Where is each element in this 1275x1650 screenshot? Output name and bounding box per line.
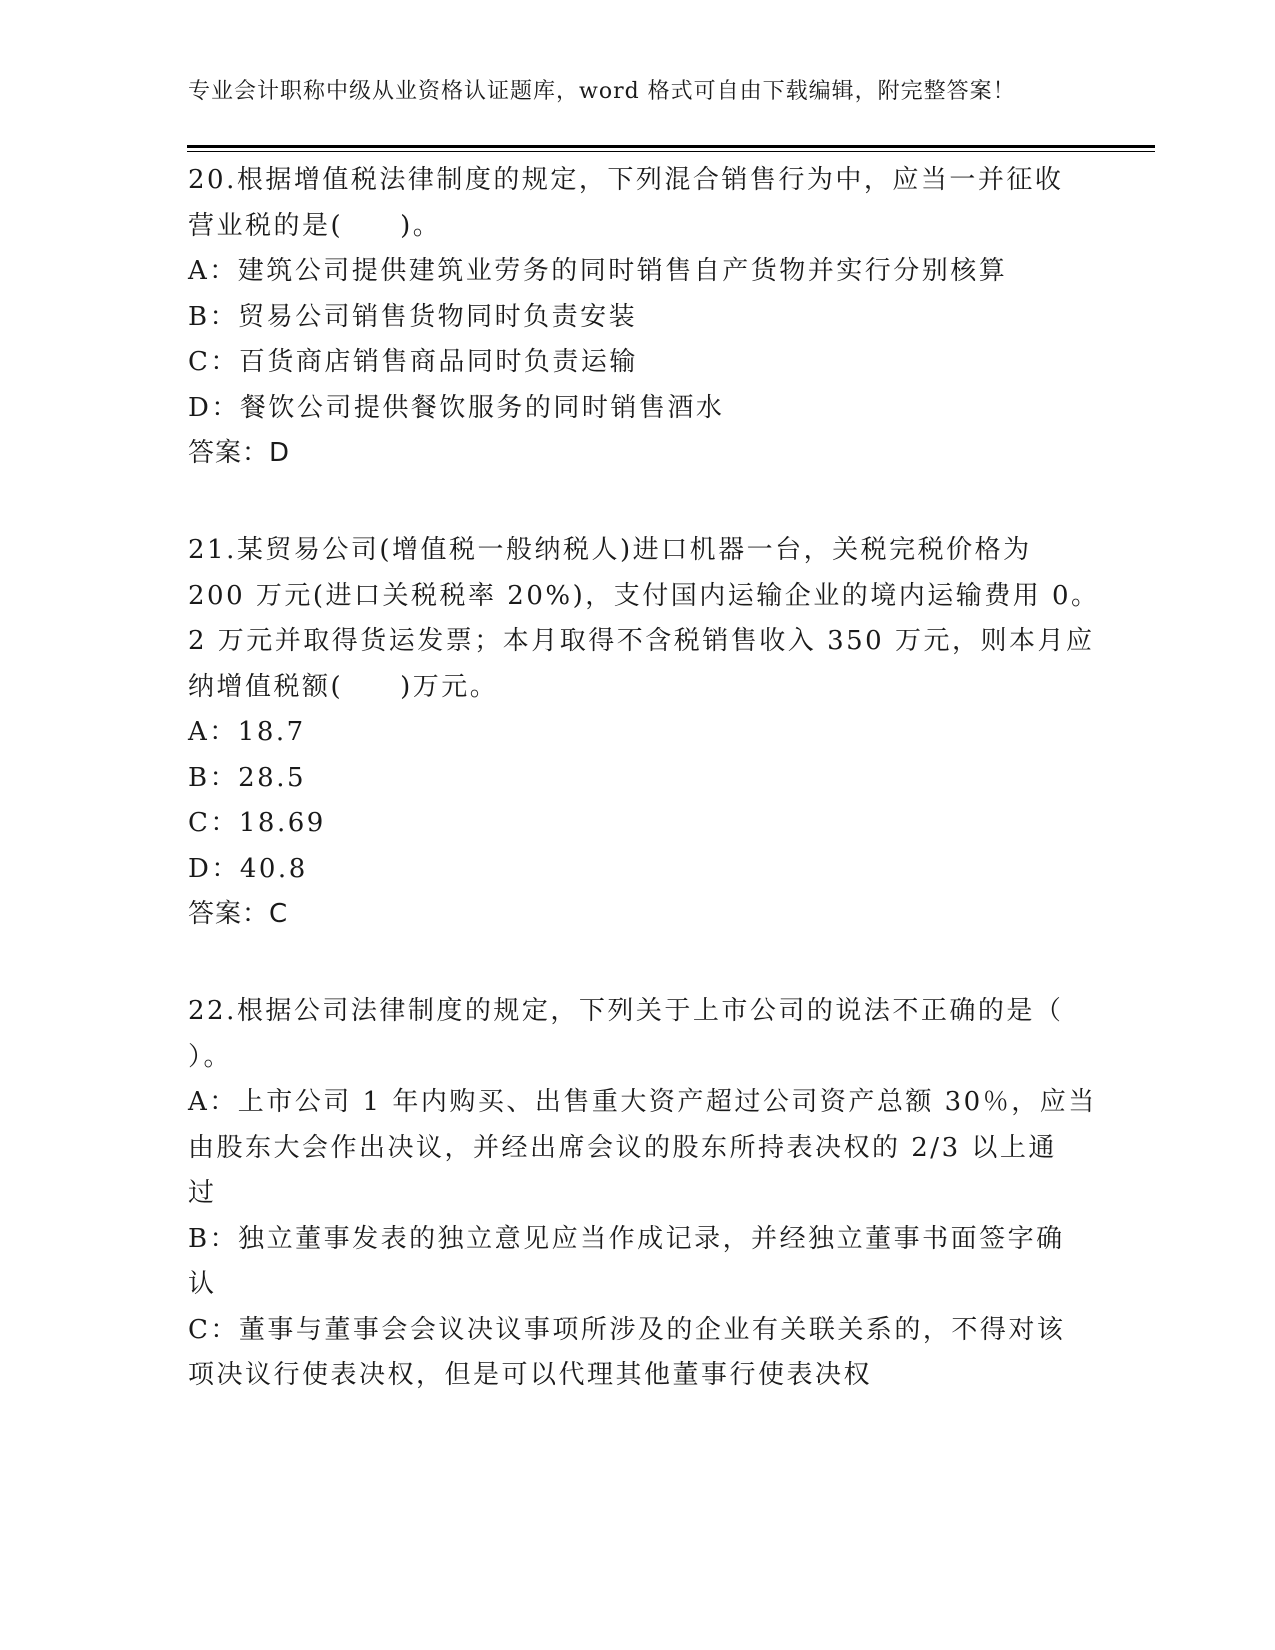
option-a: A：18.7 — [188, 717, 306, 747]
spacer — [188, 477, 1088, 523]
option-b: B：28.5 — [188, 762, 306, 793]
question-stem-line: 2 万元并取得货运发票；本月取得不含税销售收入 350 万元，则本月应 — [188, 626, 1095, 656]
option-c: C：董事与董事会会议决议事项所涉及的企业有关联关系的，不得对该 — [188, 1314, 1066, 1345]
question-stem-line: 200 万元(进口关税税率 20%)，支付国内运输企业的境内运输费用 0。 — [188, 580, 1100, 611]
option-b: B：独立董事发表的独立意见应当作成记录，并经独立董事书面签字确 — [188, 1223, 1065, 1254]
page-header: 专业会计职称中级从业资格认证题库，word 格式可自由下载编辑，附完整答案！ — [188, 79, 1016, 104]
question-stem-line: ）。 — [188, 1041, 233, 1072]
option-c: C：18.69 — [188, 808, 326, 838]
question-22 — [188, 989, 1097, 1399]
question-stem-line: 纳增值税额( )万元。 — [188, 671, 499, 702]
header-rule-thin — [187, 151, 1155, 152]
option-b: B：贸易公司销售货物同时负责安装 — [188, 301, 638, 332]
option-a: A：上市公司 1 年内购买、出售重大资产超过公司资产总额 30％，应当 — [188, 1087, 1097, 1117]
option-a-continued: 过 — [188, 1178, 217, 1208]
option-c: C：百货商店销售商品同时负责运输 — [188, 347, 638, 377]
question-stem-line: 20.根据增值税法律制度的规定，下列混合销售行为中，应当一并征收 — [188, 165, 1064, 195]
header-rule-thick — [187, 145, 1155, 148]
option-a-continued: 由股东大会作出决议，并经出席会议的股东所持表决权的 2/3 以上通 — [188, 1132, 1057, 1163]
option-a: A：建筑公司提供建筑业劳务的同时销售自产货物并实行分别核算 — [188, 256, 1008, 286]
question-stem-line: 营业税的是( )。 — [188, 210, 442, 241]
question-stem-line: 22.根据公司法律制度的规定，下列关于上市公司的说法不正确的是（ — [188, 996, 1064, 1026]
option-b-continued: 认 — [188, 1269, 217, 1299]
option-d: D：40.8 — [188, 853, 308, 884]
spacer — [188, 938, 1088, 984]
answer-line: 答案：C — [188, 899, 289, 929]
option-c-continued: 项决议行使表决权，但是可以代理其他董事行使表决权 — [188, 1360, 873, 1390]
option-d: D：餐饮公司提供餐饮服务的同时销售酒水 — [188, 392, 725, 423]
question-21 — [188, 528, 1100, 938]
answer-line: 答案：D — [188, 438, 291, 468]
question-stem-line: 21.某贸易公司(增值税一般纳税人)进口机器一台，关税完税价格为 — [188, 535, 1032, 565]
question-list — [188, 158, 1100, 1399]
question-20 — [188, 158, 1088, 477]
